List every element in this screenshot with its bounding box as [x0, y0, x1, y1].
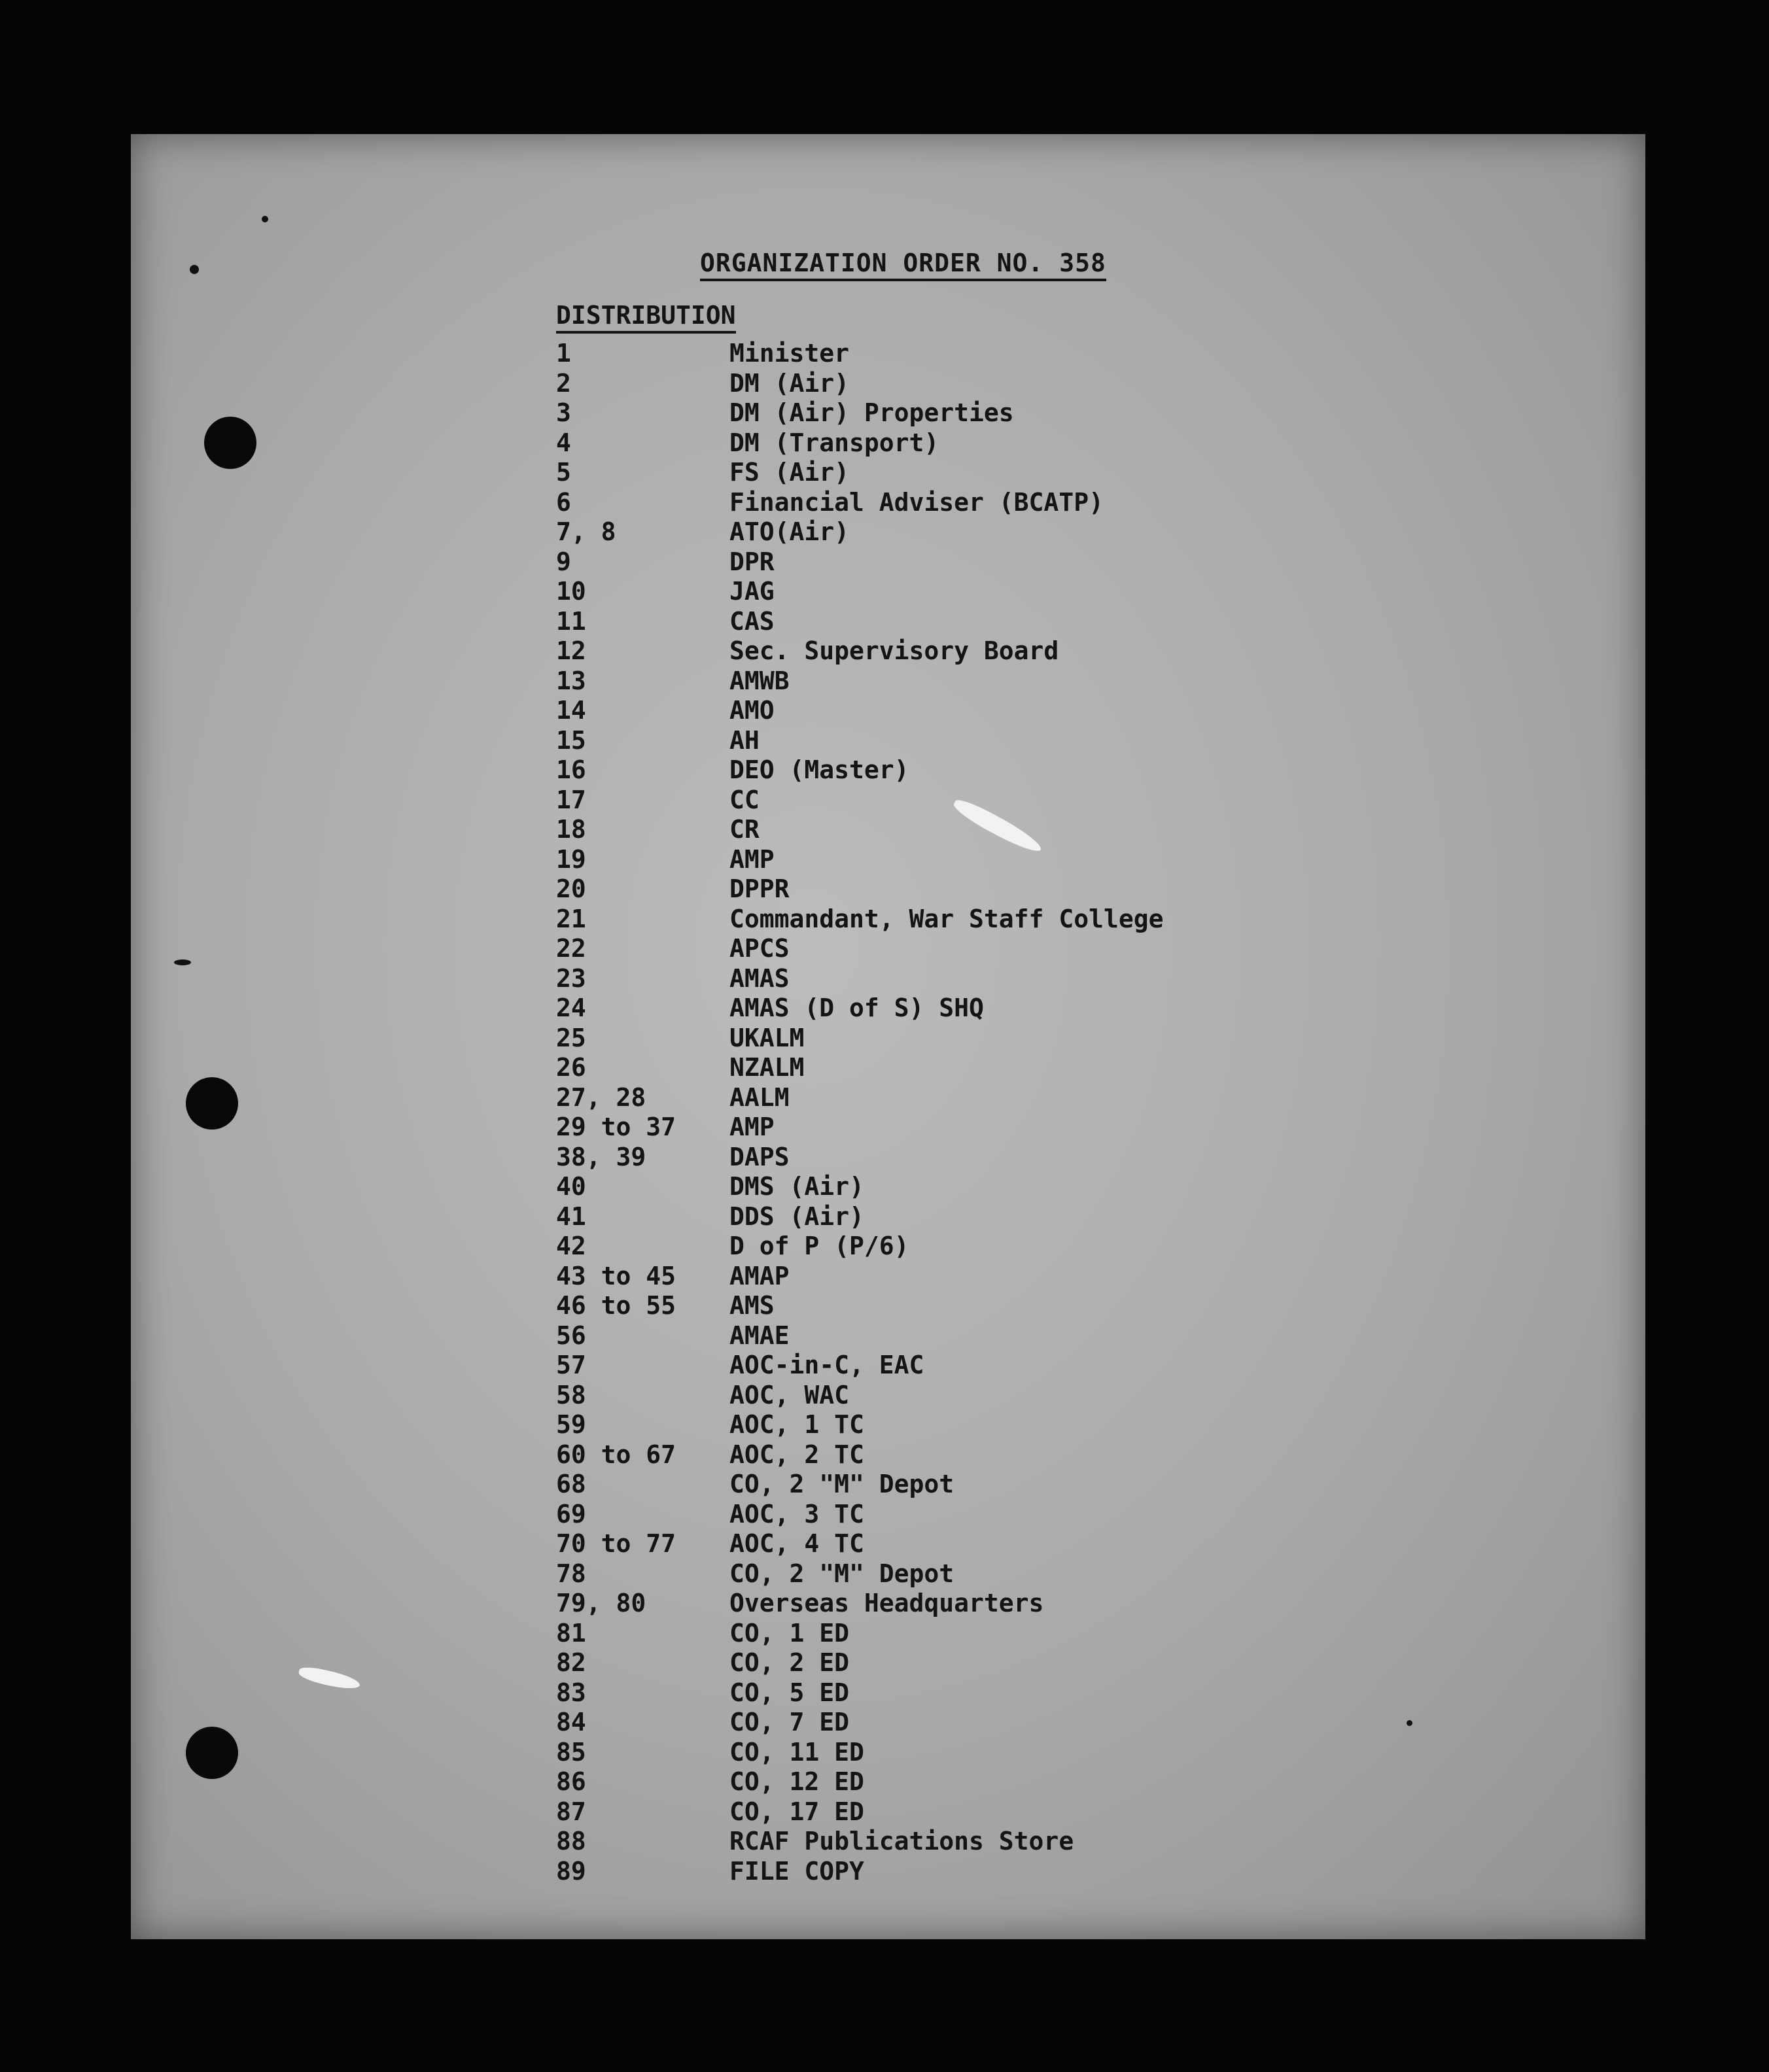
recipient: AH	[729, 725, 760, 755]
copy-number: 81	[556, 1618, 586, 1648]
distribution-row	[556, 755, 1407, 786]
recipient: AMAE	[729, 1321, 790, 1350]
distribution-row	[556, 1024, 1407, 1054]
copy-number: 84	[556, 1708, 586, 1736]
copy-number: 38, 39	[556, 1142, 646, 1171]
copy-number: 9	[556, 547, 571, 576]
copy-number: 85	[556, 1737, 586, 1767]
paper-tear-mark-left	[298, 1665, 361, 1691]
distribution-row	[556, 993, 1407, 1024]
distribution-row	[556, 1291, 1407, 1321]
recipient: NZALM	[729, 1053, 805, 1082]
distribution-row	[556, 636, 1407, 666]
copy-number: 16	[556, 755, 586, 784]
recipient: CO, 17 ED	[729, 1797, 864, 1826]
ink-speck	[1407, 1720, 1412, 1726]
copy-number: 58	[556, 1380, 586, 1409]
recipient: UKALM	[729, 1023, 805, 1052]
copy-number: 21	[556, 904, 586, 933]
recipient: CO, 2 "M" Depot	[729, 1559, 955, 1588]
recipient: CC	[729, 785, 760, 814]
recipient: DPR	[729, 547, 775, 576]
copy-number: 4	[556, 428, 571, 457]
copy-number: 6	[556, 487, 571, 517]
recipient: CO, 1 ED	[729, 1618, 850, 1648]
recipient: Sec. Supervisory Board	[729, 636, 1059, 665]
distribution-row	[556, 369, 1407, 399]
distribution-row	[556, 1648, 1407, 1678]
copy-number: 18	[556, 815, 586, 844]
distribution-row	[556, 1232, 1407, 1262]
recipient: CO, 11 ED	[729, 1737, 864, 1767]
distribution-row	[556, 1262, 1407, 1292]
copy-number: 86	[556, 1767, 586, 1796]
recipient: CO, 2 "M" Depot	[729, 1470, 955, 1498]
copy-number: 79, 80	[556, 1589, 646, 1617]
copy-number: 83	[556, 1678, 586, 1707]
recipient: D of P (P/6)	[729, 1232, 909, 1260]
punch-hole-middle	[186, 1077, 238, 1130]
distribution-row	[556, 488, 1407, 518]
copy-number: 78	[556, 1559, 586, 1588]
copy-number: 25	[556, 1023, 586, 1052]
distribution-row	[556, 1708, 1407, 1738]
copy-number: 89	[556, 1856, 586, 1886]
copy-number: 40	[556, 1172, 586, 1201]
recipient: CAS	[729, 606, 775, 636]
distribution-row	[556, 1202, 1407, 1232]
distribution-row	[556, 726, 1407, 756]
recipient: ATO(Air)	[729, 517, 850, 546]
distribution-row	[556, 547, 1407, 578]
recipient: AOC, 3 TC	[729, 1499, 864, 1528]
copy-number: 20	[556, 874, 586, 903]
recipient: AMO	[729, 696, 775, 725]
copy-number: 7, 8	[556, 517, 616, 546]
copy-number: 12	[556, 636, 586, 665]
recipient: DPPR	[729, 874, 790, 903]
copy-number: 41	[556, 1201, 586, 1231]
ink-speck	[190, 265, 199, 274]
distribution-row	[556, 1470, 1407, 1500]
document-title: ORGANIZATION ORDER NO. 358	[700, 249, 1106, 281]
recipient: CO, 2 ED	[729, 1648, 850, 1677]
distribution-row	[556, 1797, 1407, 1827]
copy-number: 60 to 67	[556, 1440, 676, 1469]
distribution-heading: DISTRIBUTION	[556, 301, 736, 334]
recipient: CO, 7 ED	[729, 1708, 850, 1736]
distribution-row	[556, 786, 1407, 816]
distribution-row	[556, 517, 1407, 547]
distribution-row	[556, 428, 1407, 458]
recipient: FILE COPY	[729, 1856, 864, 1886]
copy-number: 1	[556, 339, 571, 368]
distribution-row	[556, 607, 1407, 637]
distribution-row	[556, 1143, 1407, 1173]
recipient: DM (Transport)	[729, 428, 939, 457]
recipient: AOC, 1 TC	[729, 1410, 864, 1439]
copy-number: 59	[556, 1410, 586, 1439]
copy-number: 56	[556, 1321, 586, 1350]
recipient: AALM	[729, 1082, 790, 1112]
recipient: DAPS	[729, 1142, 790, 1171]
distribution-row	[556, 1827, 1407, 1857]
copy-number: 68	[556, 1470, 586, 1498]
recipient: AMAP	[729, 1261, 790, 1290]
recipient: AMWB	[729, 666, 790, 695]
distribution-row	[556, 339, 1407, 369]
distribution-row	[556, 874, 1407, 905]
copy-number: 15	[556, 725, 586, 755]
distribution-row	[556, 1738, 1407, 1768]
copy-number: 22	[556, 934, 586, 963]
recipient: JAG	[729, 577, 775, 606]
copy-number: 57	[556, 1351, 586, 1379]
copy-number: 14	[556, 696, 586, 725]
distribution-row	[556, 1678, 1407, 1708]
distribution-row	[556, 577, 1407, 607]
ink-speck	[262, 216, 268, 222]
copy-number: 24	[556, 993, 586, 1022]
distribution-row	[556, 1083, 1407, 1113]
recipient: CR	[729, 815, 760, 844]
distribution-row	[556, 1529, 1407, 1559]
distribution-row	[556, 1381, 1407, 1411]
distribution-row	[556, 815, 1407, 845]
recipient: DEO (Master)	[729, 755, 909, 784]
recipient: AMS	[729, 1291, 775, 1320]
copy-number: 11	[556, 606, 586, 636]
distribution-row	[556, 1857, 1407, 1887]
distribution-row	[556, 398, 1407, 428]
copy-number: 19	[556, 844, 586, 874]
copy-number: 17	[556, 785, 586, 814]
recipient: AOC-in-C, EAC	[729, 1351, 924, 1379]
recipient: Overseas Headquarters	[729, 1589, 1044, 1617]
distribution-row	[556, 1113, 1407, 1143]
copy-number: 29 to 37	[556, 1113, 676, 1141]
distribution-row	[556, 934, 1407, 964]
copy-number: 23	[556, 963, 586, 993]
distribution-row	[556, 1410, 1407, 1440]
copy-number: 70 to 77	[556, 1529, 676, 1558]
copy-number: 13	[556, 666, 586, 695]
recipient: DDS (Air)	[729, 1201, 864, 1231]
distribution-row	[556, 1500, 1407, 1530]
ink-speck	[174, 959, 191, 965]
recipient: Minister	[729, 339, 850, 368]
copy-number: 26	[556, 1053, 586, 1082]
copy-number: 82	[556, 1648, 586, 1677]
distribution-row	[556, 905, 1407, 935]
recipient: RCAF Publications Store	[729, 1827, 1074, 1856]
recipient: DM (Air)	[729, 368, 850, 398]
recipient: AOC, WAC	[729, 1380, 850, 1409]
copy-number: 27, 28	[556, 1082, 646, 1112]
recipient: CO, 12 ED	[729, 1767, 864, 1796]
recipient: APCS	[729, 934, 790, 963]
distribution-row	[556, 666, 1407, 697]
copy-number: 46 to 55	[556, 1291, 676, 1320]
copy-number: 87	[556, 1797, 586, 1826]
copy-number: 43 to 45	[556, 1261, 676, 1290]
distribution-row	[556, 1053, 1407, 1083]
copy-number: 42	[556, 1232, 586, 1260]
recipient: AMAS (D of S) SHQ	[729, 993, 984, 1022]
recipient: Financial Adviser (BCATP)	[729, 487, 1104, 517]
distribution-row	[556, 1559, 1407, 1589]
recipient: DMS (Air)	[729, 1172, 864, 1201]
recipient: FS (Air)	[729, 458, 850, 487]
distribution-row	[556, 1440, 1407, 1470]
distribution-row	[556, 1767, 1407, 1797]
distribution-row	[556, 1172, 1407, 1202]
recipient: AOC, 4 TC	[729, 1529, 864, 1558]
punch-hole-top	[204, 417, 256, 469]
recipient: DM (Air) Properties	[729, 398, 1014, 427]
copy-number: 3	[556, 398, 571, 427]
copy-number: 5	[556, 458, 571, 487]
recipient: CO, 5 ED	[729, 1678, 850, 1707]
copy-number: 88	[556, 1827, 586, 1856]
punch-hole-bottom	[186, 1727, 238, 1779]
recipient: AMP	[729, 1113, 775, 1141]
distribution-row	[556, 1351, 1407, 1381]
distribution-row	[556, 1619, 1407, 1649]
copy-number: 2	[556, 368, 571, 398]
recipient: AMP	[729, 844, 775, 874]
distribution-list	[556, 339, 1407, 1886]
recipient: AOC, 2 TC	[729, 1440, 864, 1469]
distribution-row	[556, 1589, 1407, 1619]
recipient: Commandant, War Staff College	[729, 904, 1164, 933]
recipient: AMAS	[729, 963, 790, 993]
distribution-row	[556, 964, 1407, 994]
distribution-row	[556, 1321, 1407, 1351]
distribution-row	[556, 845, 1407, 875]
distribution-row	[556, 458, 1407, 488]
distribution-row	[556, 696, 1407, 726]
copy-number: 69	[556, 1499, 586, 1528]
copy-number: 10	[556, 577, 586, 606]
